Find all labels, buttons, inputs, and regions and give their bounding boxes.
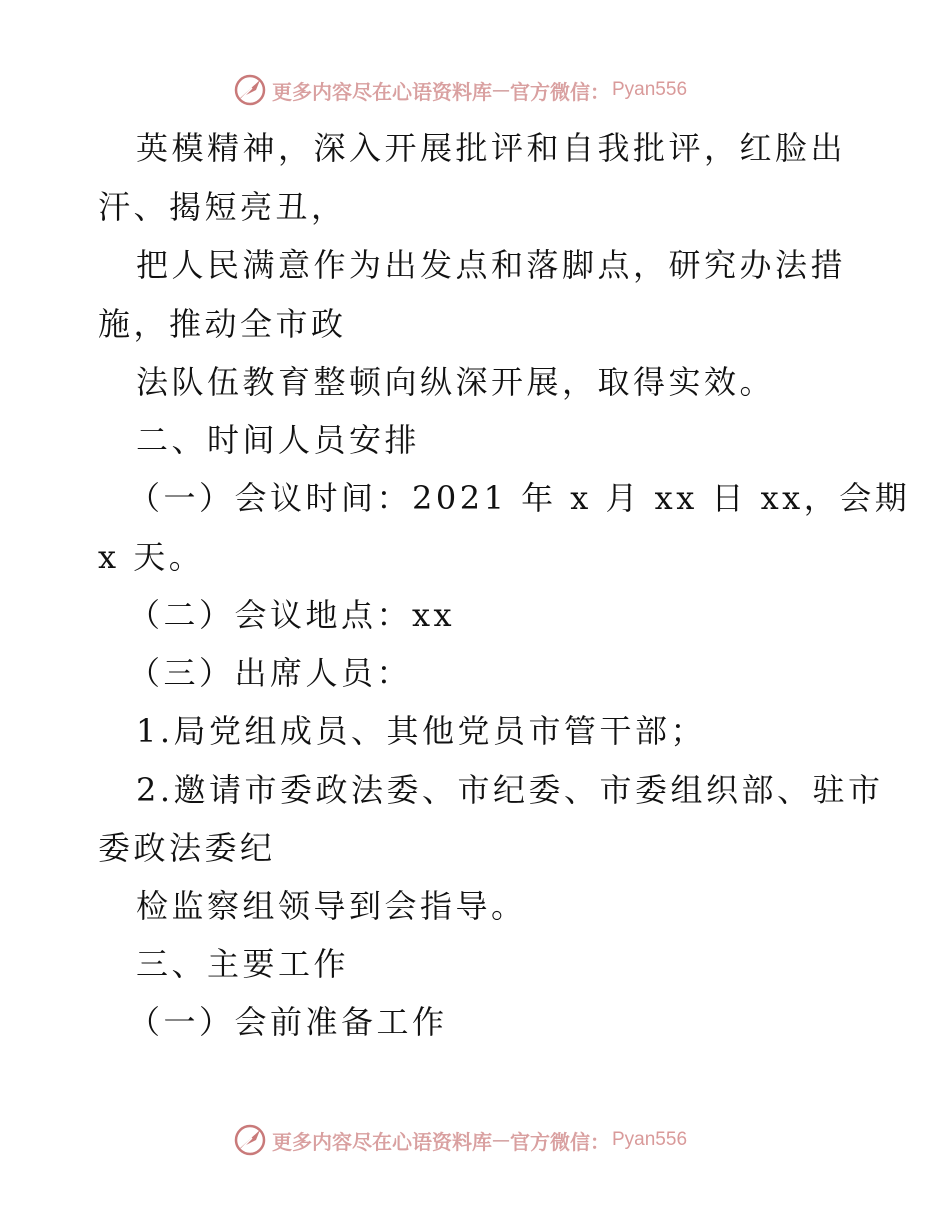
paragraph-line: 委政法委纪: [98, 829, 276, 867]
header-watermark: [232, 72, 687, 108]
watermark-wechat-id: Pyan556: [612, 79, 688, 100]
paragraph-line: （二）会议地点：xx: [128, 596, 456, 634]
watermark-brand: 更多内容尽在心语资料库: [272, 79, 492, 104]
watermark-channel: 官方微信：: [510, 79, 610, 104]
paragraph-line: x 天。: [98, 538, 205, 576]
quill-pen-logo-icon: [232, 72, 268, 108]
paragraph-line: 检监察组领导到会指导。: [136, 887, 527, 925]
subsection-heading: （一）会前准备工作: [128, 1003, 448, 1041]
paragraph-line: 英模精神，深入开展批评和自我批评，红脸出: [136, 129, 847, 167]
list-item: 2.邀请市委政法委、市纪委、市委组织部、驻市: [136, 771, 884, 809]
section-heading: 三、主要工作: [136, 945, 350, 983]
paragraph-line: （一）会议时间：2021 年 x 月 xx 日 xx，会期: [128, 479, 911, 517]
watermark-separator: —: [492, 1129, 510, 1151]
paragraph-line: （三）出席人员：: [128, 654, 413, 692]
watermark-brand: 更多内容尽在心语资料库: [272, 1129, 492, 1154]
watermark-channel: 官方微信：: [510, 1129, 610, 1154]
paragraph-line: 施，推动全市政: [98, 305, 347, 343]
quill-pen-logo-icon: [232, 1122, 268, 1158]
watermark-wechat-id: Pyan556: [612, 1129, 688, 1150]
list-item: 1.局党组成员、其他党员市管干部；: [136, 712, 707, 750]
paragraph-line: 法队伍教育整顿向纵深开展，取得实效。: [136, 363, 776, 401]
paragraph-line: 汗、揭短亮丑，: [98, 188, 347, 226]
paragraph-line: 把人民满意作为出发点和落脚点，研究办法措: [136, 246, 847, 284]
footer-watermark: [232, 1122, 687, 1158]
watermark-separator: —: [492, 79, 510, 101]
section-heading: 二、时间人员安排: [136, 421, 421, 459]
